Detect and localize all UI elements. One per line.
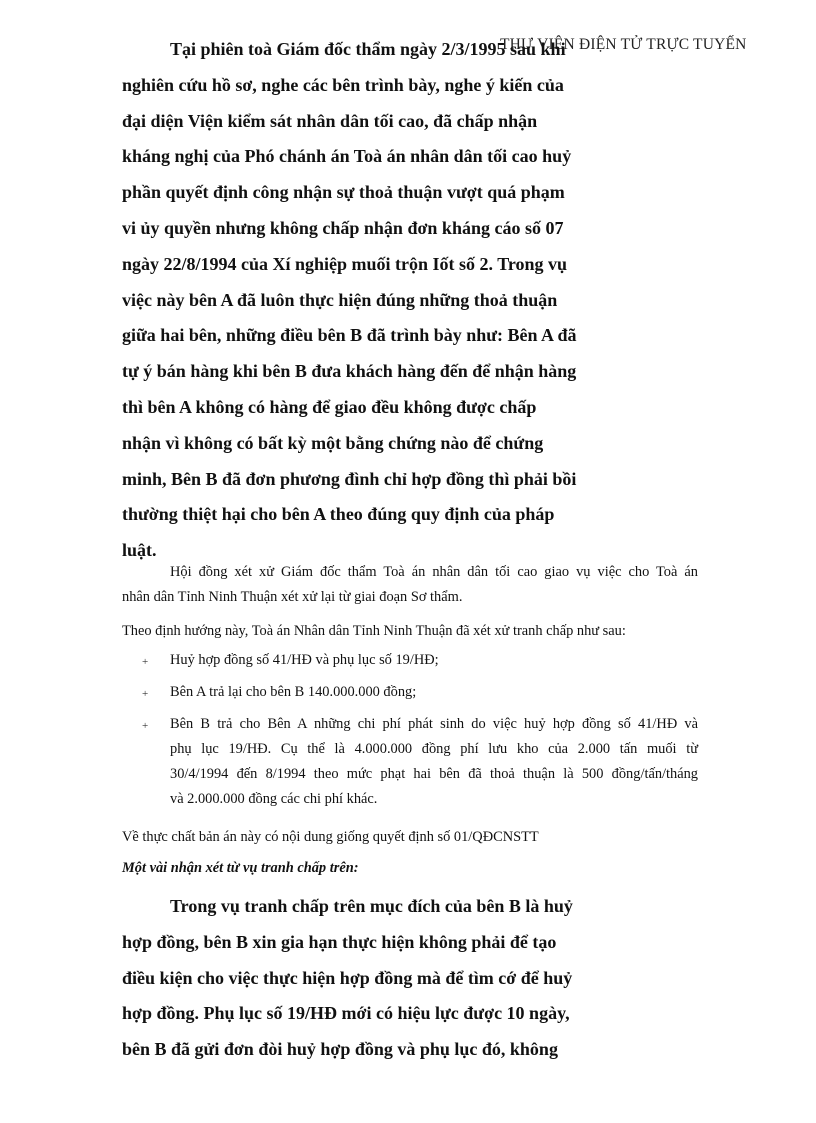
list-item — [122, 680, 698, 705]
text-line: phụ lục 19/HĐ. Cụ thể là 4.000.000 đồng phí lưu kho của 2.000 tấn muối từ — [170, 741, 698, 757]
section-subheading — [122, 856, 698, 881]
text-line: Tại phiên toà Giám đốc thẩm ngày 2/3/1995 sau khi — [170, 39, 566, 59]
paragraph-orientation — [122, 619, 698, 644]
text-line: giữa hai bên, những điều bên B đã trình bày như: Bên A đã — [122, 325, 577, 346]
text-line: phần quyết định công nhận sự thoả thuận vượt quá phạm — [122, 182, 565, 203]
list-item — [122, 712, 698, 812]
text-line: Về thực chất bản án này có nội dung giống quyết định số 01/QĐCNSTT — [122, 829, 539, 845]
text-line: Bên A trả lại cho bên B 140.000.000 đồng; — [170, 684, 417, 700]
paragraph-conclusion — [122, 825, 698, 850]
text-line: minh, Bên B đã đơn phương đình chỉ hợp đồng thì phải bồi — [122, 468, 577, 489]
text-line: Trong vụ tranh chấp trên mục đích của bên B là huỷ — [170, 896, 573, 916]
text-line: hợp đồng. Phụ lục số 19/HĐ mới có hiệu lực được 10 ngày, — [122, 1003, 570, 1024]
text-line: ngày 22/8/1994 của Xí nghiệp muối trộn Iốt số 2. Trong vụ — [122, 253, 568, 274]
text-line: việc này bên A đã luôn thực hiện đúng những thoả thuận — [122, 289, 558, 310]
text-line: nhận vì không có bất kỳ một bằng chứng nào để chứng — [122, 432, 544, 453]
text-line: nghiên cứu hồ sơ, nghe các bên trình bày, nghe ý kiến của — [122, 74, 564, 95]
library-watermark: THƯ VIỆN ĐIỆN TỬ TRỰC TUYẾN — [500, 36, 747, 53]
text-line: Bên B trả cho Bên A những chi phí phát sinh do việc huỷ hợp đồng số 41/HĐ và — [170, 716, 698, 732]
list-item — [122, 648, 698, 673]
paragraph-court-decision — [122, 32, 592, 569]
text-line: Hội đồng xét xử Giám đốc thẩm Toà án nhân dân tối cao giao vụ việc cho Toà án — [170, 564, 698, 580]
text-line: luật. — [122, 540, 157, 561]
text-line: Huỷ hợp đồng số 41/HĐ và phụ lục số 19/HĐ; — [170, 652, 439, 668]
ruling-list — [122, 648, 698, 819]
text-line: hợp đồng, bên B xin gia hạn thực hiện không phải để tạo — [122, 931, 557, 952]
text-line: Theo định hướng này, Toà án Nhân dân Tỉnh Ninh Thuận đã xét xử tranh chấp như sau: — [122, 623, 626, 639]
plus-bullet-icon: + — [142, 656, 149, 668]
text-line: Một vài nhận xét từ vụ tranh chấp trên: — [122, 860, 359, 876]
paragraph-commentary — [122, 889, 592, 1068]
text-line: thường thiệt hại cho bên A theo đúng quy định của pháp — [122, 504, 555, 525]
text-line: điều kiện cho việc thực hiện hợp đồng mà để tìm cớ để huỷ — [122, 967, 573, 988]
text-line: kháng nghị của Phó chánh án Toà án nhân dân tối cao huỷ — [122, 146, 572, 167]
text-line: vi ủy quyền nhưng không chấp nhận đơn kháng cáo số 07 — [122, 217, 564, 238]
text-line: nhân dân Tỉnh Ninh Thuận xét xử lại từ giai đoạn Sơ thẩm. — [122, 589, 463, 605]
text-line: thì bên A không có hàng để giao đều không được chấp — [122, 396, 537, 417]
plus-bullet-icon: + — [142, 720, 149, 732]
text-line: đại diện Viện kiểm sát nhân dân tối cao, đã chấp nhận — [122, 110, 538, 131]
text-line: và 2.000.000 đồng các chi phí khác. — [170, 791, 378, 807]
text-line: tự ý bán hàng khi bên B đưa khách hàng đến để nhận hàng — [122, 361, 577, 382]
paragraph-retrial-assignment — [122, 560, 698, 610]
text-line: bên B đã gửi đơn đòi huỷ hợp đồng và phụ lục đó, không — [122, 1039, 558, 1060]
text-line: 30/4/1994 đến 8/1994 theo mức phạt hai bên đã thoả thuận là 500 đồng/tấn/tháng — [170, 766, 698, 782]
plus-bullet-icon: + — [142, 688, 149, 700]
